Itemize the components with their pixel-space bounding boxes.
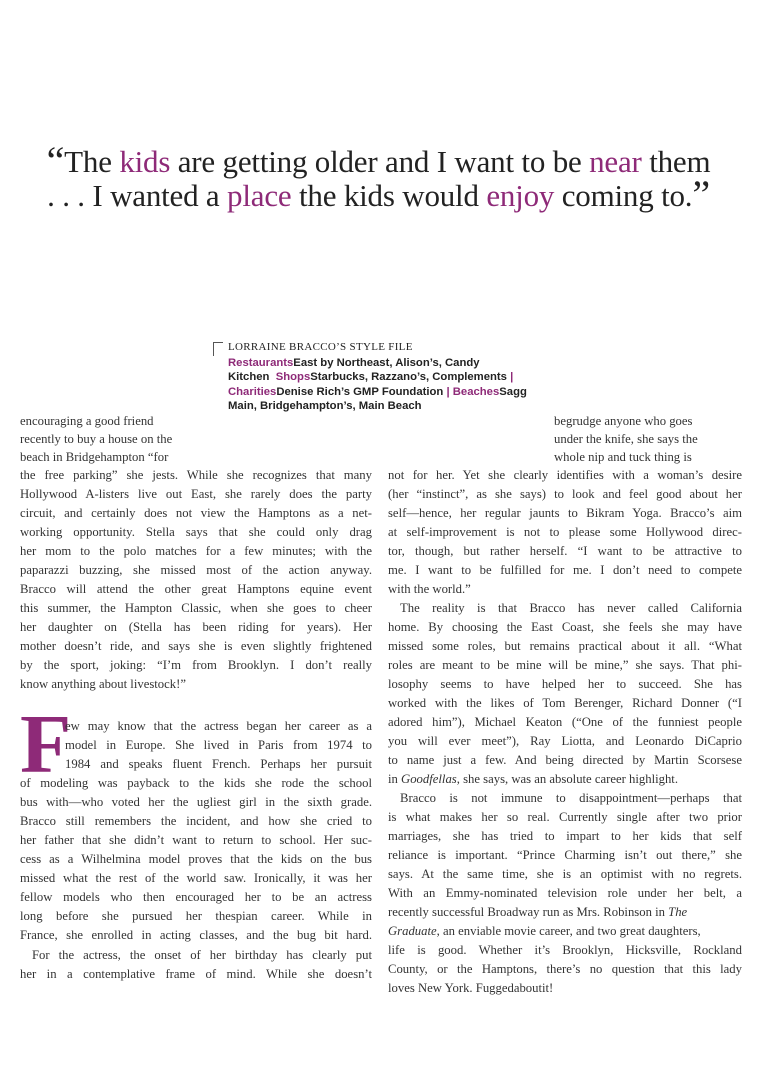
pull-quote-line-1: “The kids are getting older and I want to be near them xyxy=(46,138,711,183)
body-text-line: tor, though, but rather herself. “I want to be attractive to xyxy=(388,544,742,558)
body-text-line: missed some roles, but remains practical about it all. “What xyxy=(388,639,742,653)
body-text-line: recently to buy a house on the xyxy=(20,432,173,446)
body-text-line: roles are meant to be mine will be mine,” she says. That phi- xyxy=(388,658,742,672)
sidebar-title: LORRAINE BRACCO’S STYLE FILE xyxy=(228,341,413,353)
body-text-line: know anything about livestock!” xyxy=(20,677,186,691)
body-text-line: says. At the same time, she is an optimist with no regrets. xyxy=(388,867,742,881)
shops-list: Starbucks, Razzano’s, Complements xyxy=(310,371,507,384)
sidebar-bracket-top xyxy=(213,342,223,343)
body-text-line: France, she enrolled in acting classes, and the bug bit hard. xyxy=(20,928,372,942)
body-text-line: cess as a Wilhelmina model proves that the kids on the bus xyxy=(20,852,372,866)
sidebar-bracket xyxy=(213,342,214,356)
body-text-line: Graduate, an enviable movie career, and two great daughters, xyxy=(388,924,701,938)
body-text-line: in Goodfellas, she says, was an absolute career highlight. xyxy=(388,772,678,786)
body-text-line: ew may know that the actress began her career as a xyxy=(65,719,372,733)
beaches-list: Sagg Main, Bridgehampton’s, Main Beach xyxy=(228,385,527,413)
body-text-line: paparazzi buzzing, she missed most of the action anyway. xyxy=(20,563,372,577)
body-text-line: home. By choosing the East Coast, she feels she may have xyxy=(388,620,742,634)
body-text-line: by the sport, joking: “I’m from Brooklyn. I don’t really xyxy=(20,658,372,672)
body-text-line: beach in Bridgehampton “for xyxy=(20,450,169,464)
body-text-line: Hollywood A-listers live out East, she rarely does the party xyxy=(20,487,372,501)
highlight-word: place xyxy=(227,178,292,213)
play-title: The xyxy=(668,905,688,919)
body-text-line: worked with the likes of Tom Berenger, Richard Donner (“I xyxy=(388,696,742,710)
body-text-line: model in Europe. She lived in Paris from 1974 to xyxy=(65,738,372,752)
highlight-word: kids xyxy=(119,144,171,179)
restaurants-label: Restaurants xyxy=(228,357,294,369)
body-text-line: loves New York. Fuggedaboutit! xyxy=(388,981,554,995)
body-text-line: recently successful Broadway run as Mrs. Robinson in The xyxy=(388,905,688,919)
body-text-line: missed what the rest of the world saw. Ironically, it was her xyxy=(20,871,372,885)
body-text-line: Bracco will attend the other great Hamptons equine event xyxy=(20,582,372,596)
body-text-line: her mom to the polo matches for a few minutes; with the xyxy=(20,544,372,558)
body-text-line: working opportunity. Stella says that she could only drag xyxy=(20,525,372,539)
film-title: Goodfellas xyxy=(401,772,457,786)
body-text-line: mother doesn’t ride, and says she is even slightly frightened xyxy=(20,639,372,653)
sidebar-body xyxy=(228,356,535,414)
body-text-line: adored him”), Michael Keaton (“One of the funniest people xyxy=(388,715,742,729)
body-text-line: self—hence, her regular jaunts to Bikram Yoga. Bracco’s aim xyxy=(388,506,742,520)
drop-cap: F xyxy=(20,698,72,791)
body-text-line: at self-improvement is not to please some Hollywood direc- xyxy=(388,525,742,539)
charities-list: Denise Rich’s GMP Foundation xyxy=(276,385,444,398)
body-text-line: bus with—who voted her the ugliest girl in the sixth grade. xyxy=(20,795,372,809)
body-text-line: is what makes her so real. Currently single after two prior xyxy=(388,810,742,824)
body-text-line: her father that she didn’t want to return to school. Her suc- xyxy=(20,833,372,847)
body-text-line: me. I want to be fulfilled for me. I don’t need to compete xyxy=(388,563,742,577)
body-text-line: this summer, the Hampton Classic, when she goes to cheer xyxy=(20,601,372,615)
open-quote-mark: “ xyxy=(46,138,65,183)
highlight-word: near xyxy=(589,144,642,179)
pull-quote-line-2: . . . I wanted a place the kids would enjoy coming to.” xyxy=(47,172,710,217)
body-text-line: under the knife, she says the xyxy=(554,432,698,446)
body-text-line: The reality is that Bracco has never called California xyxy=(400,601,742,615)
body-text-line: Bracco is not immune to disappointment—perhaps that xyxy=(400,791,742,805)
highlight-word: enjoy xyxy=(486,178,555,213)
body-text-line: not for her. Yet she clearly identifies with a woman’s desire xyxy=(388,468,742,482)
body-text-line: 1984 and speaks fluent French. Perhaps her pursuit xyxy=(65,757,372,771)
body-text-line: life is good. Whether it’s Brooklyn, Hicksville, Rockland xyxy=(388,943,742,957)
body-text-line: (her “instinct”, as she says) to look and feel good about her xyxy=(388,487,742,501)
body-text-line: with the world.” xyxy=(388,582,471,596)
body-text-line: reliance is important. “Prince Charming isn’t out there,” she xyxy=(388,848,742,862)
body-text-line: whole nip and tuck thing is xyxy=(554,450,692,464)
body-text-line: you will ever meet”), Ray Liotta, and Leonardo DiCaprio xyxy=(388,734,742,748)
body-text-line: to name just a few. And being directed by Martin Scorsese xyxy=(388,753,742,767)
body-text-line: begrudge anyone who goes xyxy=(554,414,693,428)
body-text-line: her daughter on (Stella has been riding for years). Her xyxy=(20,620,372,634)
body-text-line: her in a contemplative frame of mind. While she doesn’t xyxy=(20,967,372,981)
close-quote-mark: ” xyxy=(692,172,710,217)
style-file-sidebar xyxy=(213,340,535,414)
body-text-line: losophy seems to have helped her to succeed. She has xyxy=(388,677,742,691)
body-text-line: With an Emmy-nominated television role under her belt, a xyxy=(388,886,742,900)
body-text-line: County, or the Hamptons, there’s no question that this lady xyxy=(388,962,742,976)
restaurants-list: East by Northeast, Alison’s, Candy Kitchen xyxy=(228,357,480,384)
body-text-line: the free parking” she jests. While she recognizes that many xyxy=(20,468,372,482)
body-text-line: For the actress, the onset of her birthday has clearly put xyxy=(32,948,372,962)
body-text-line: marriages, she has tried to impart to her kids that self xyxy=(388,829,742,843)
play-title: Graduate xyxy=(388,924,437,938)
separator: | xyxy=(506,371,514,384)
body-text-line: Bracco still remembers the incident, and how she cried to xyxy=(20,814,372,828)
body-text-line: circuit, and certainly does not view the Hamptons as a net- xyxy=(20,506,372,520)
body-text-line: fellow models who then encouraged her to be an actress xyxy=(20,890,372,904)
body-text-line: long before she pursued her thespian career. While in xyxy=(20,909,372,923)
separator: | xyxy=(443,385,453,398)
body-text-line: of modeling was payback to the kids she rode the school xyxy=(20,776,372,790)
body-text-line: encouraging a good friend xyxy=(20,414,154,428)
shops-label: Shops xyxy=(275,371,311,384)
beaches-label: Beaches xyxy=(452,385,500,398)
charities-label: Charities xyxy=(228,385,277,398)
